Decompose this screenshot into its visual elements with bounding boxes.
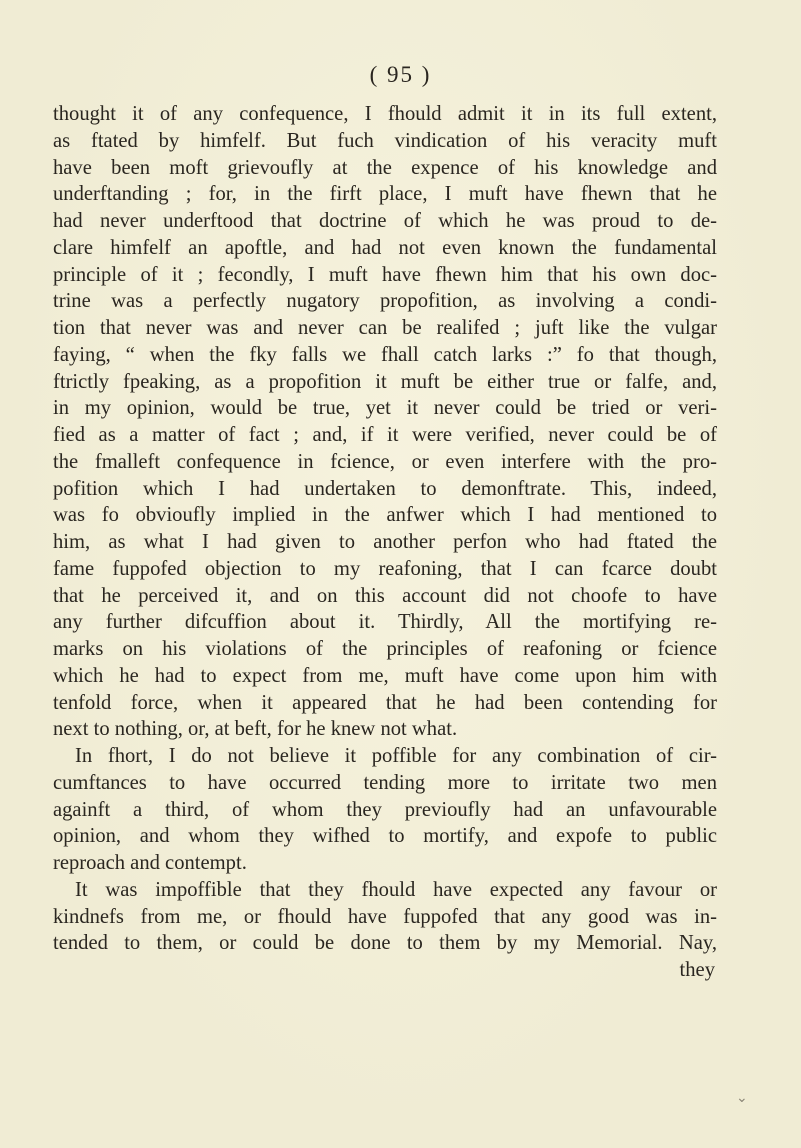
text-line: which he had to expect from me, muft have come upon him with xyxy=(53,664,717,687)
text-line: the fmalleft confequence in fcience, or even interfere with the pro- xyxy=(53,450,717,473)
text-line: againft a third, of whom they previoufly had an unfavourable xyxy=(53,798,717,821)
text-line: trine was a perfectly nugatory propofition, as involving a condi- xyxy=(53,290,717,313)
text-line: clare himfelf an apoftle, and had not even known the fundamental xyxy=(53,236,717,259)
text-line: marks on his violations of the principles of reafoning or fcience xyxy=(53,638,717,660)
text-line: cumftances to have occurred tending more to irritate two men xyxy=(53,771,717,794)
catchword: they xyxy=(679,959,715,981)
text-line: any further difcuffion about it. Thirdly, All the mortifying re- xyxy=(53,611,717,634)
text-line: fied as a matter of fact ; and, if it were verified, never could be of xyxy=(53,424,717,446)
text-line: kindnefs from me, or fhould have fuppofed that any good was in- xyxy=(53,905,717,928)
margin-mark: ⌄ xyxy=(736,1091,748,1106)
text-line: was fo obvioufly implied in the anfwer which I had mentioned to xyxy=(53,504,717,527)
text-line: thought it of any confequence, I fhould admit it in its full extent, xyxy=(53,103,717,125)
text-line: tion that never was and never can be realifed ; juft like the vulgar xyxy=(53,317,717,339)
text-line: opinion, and whom they wifhed to mortify, and expofe to public xyxy=(53,825,717,848)
text-line: tended to them, or could be done to them by my Memorial. Nay, xyxy=(53,932,717,955)
paragraph-start-line: In fhort, I do not believe it poffible for any combination of cir- xyxy=(75,745,717,767)
text-line: faying, “ when the fky falls we fhall catch larks :” fo that though, xyxy=(53,343,717,366)
text-line: in my opinion, would be true, yet it never could be tried or veri- xyxy=(53,397,717,420)
text-line: tenfold force, when it appeared that he had been contending for xyxy=(53,691,717,714)
page-number: ( 95 ) xyxy=(369,62,432,87)
text-line: principle of it ; fecondly, I muft have fhewn him that his own doc- xyxy=(53,263,717,286)
text-line: next to nothing, or, at beft, for he knew not what. xyxy=(53,718,458,741)
text-line: reproach and contempt. xyxy=(53,852,247,874)
body-text xyxy=(53,101,717,984)
text-line: have been moft grievoufly at the expence of his knowledge and xyxy=(53,156,717,179)
text-line: underftanding ; for, in the firft place, I muft have fhewn that he xyxy=(53,183,717,206)
text-line: pofition which I had undertaken to demonftrate. This, indeed, xyxy=(53,477,717,500)
text-line: that he perceived it, and on this account did not choofe to have xyxy=(53,584,717,607)
paragraph-start-line: It was impoffible that they fhould have expected any favour or xyxy=(75,878,717,901)
text-line: fame fuppofed objection to my reafoning, that I can fcarce doubt xyxy=(53,557,717,580)
text-line: him, as what I had given to another perfon who had ftated the xyxy=(53,531,717,553)
text-line: ftrictly fpeaking, as a propofition it muft be either true or falfe, and, xyxy=(53,370,717,393)
text-line: as ftated by himfelf. But fuch vindication of his veracity muft xyxy=(53,129,717,152)
text-line: had never underftood that doctrine of which he was proud to de- xyxy=(53,210,717,232)
